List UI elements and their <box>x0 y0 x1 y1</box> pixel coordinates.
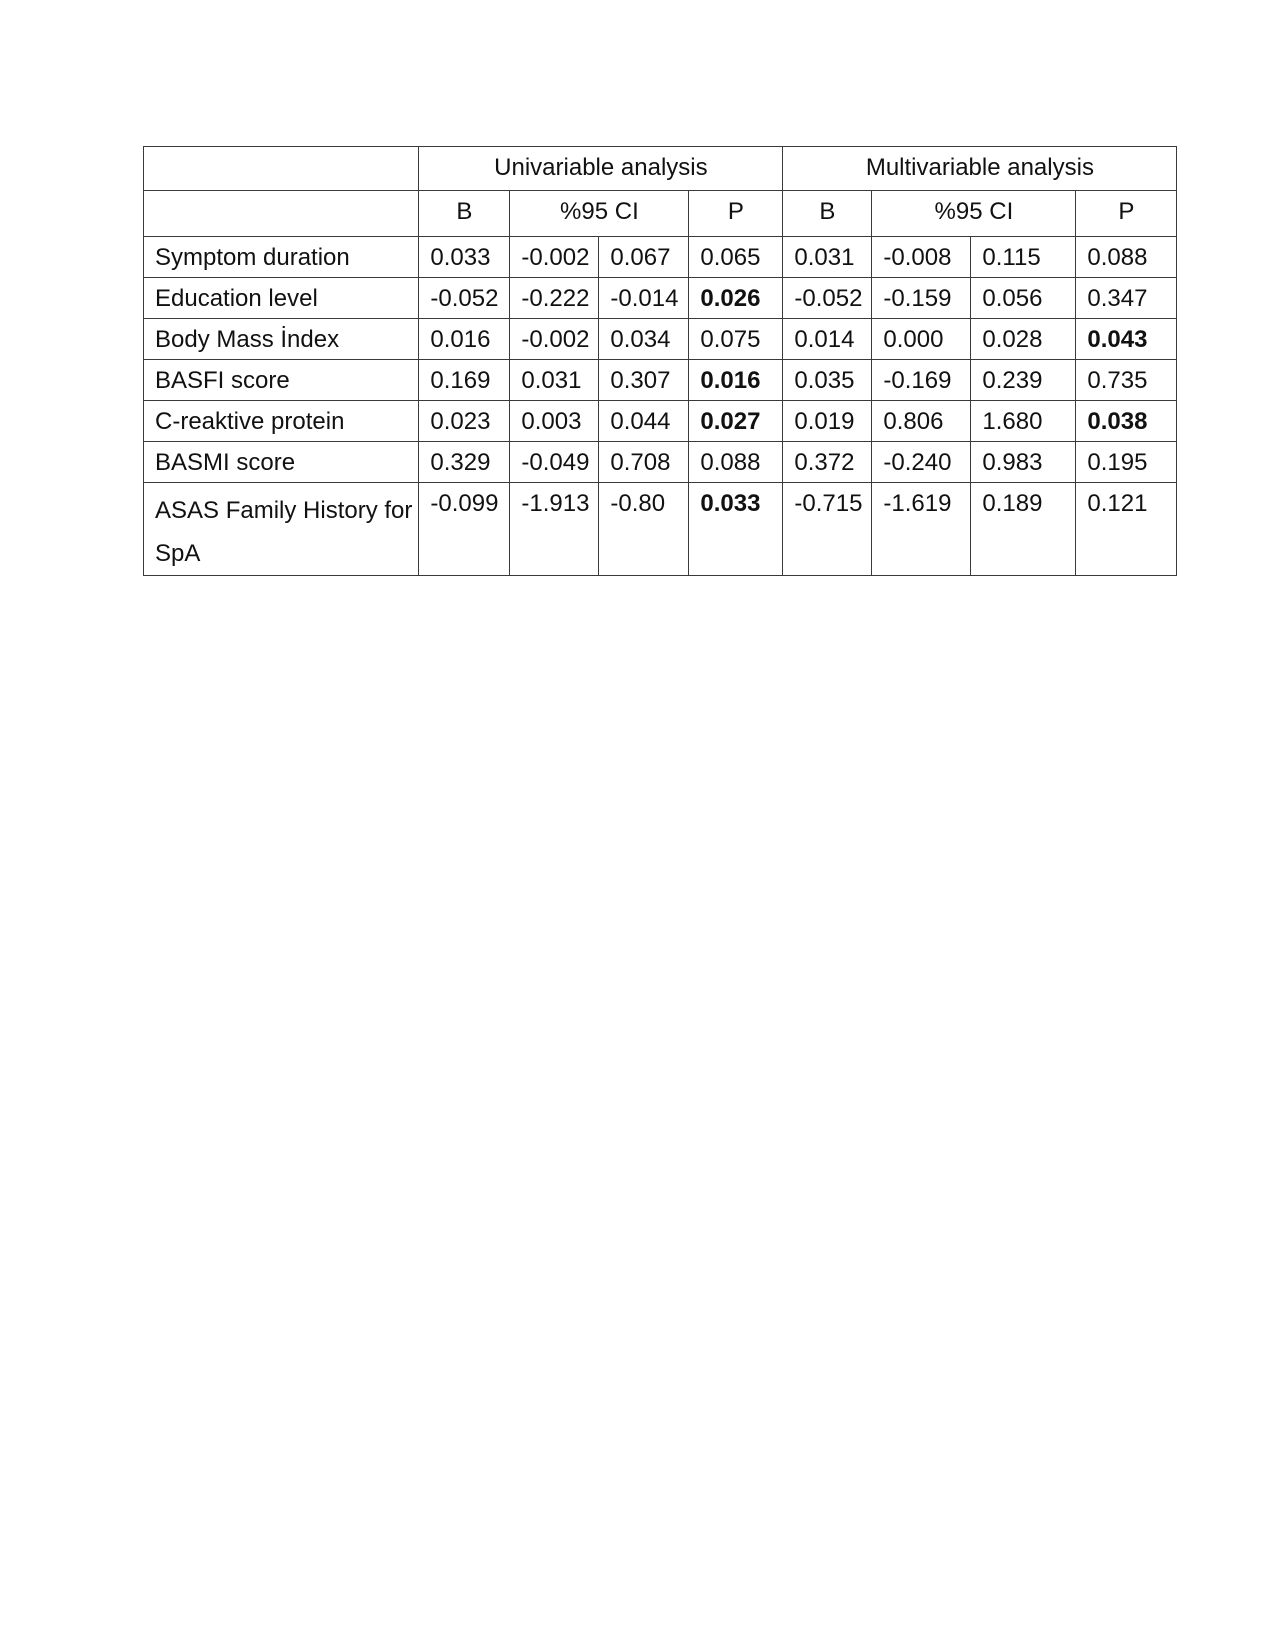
uni-ci-low-value: -0.049 <box>510 442 599 483</box>
multi-b-value: 0.372 <box>783 442 872 483</box>
uni-p-value: 0.088 <box>689 442 783 483</box>
row-label: BASFI score <box>144 360 419 401</box>
multi-ci-header: %95 CI <box>872 191 1076 237</box>
table-row-c-reactive-protein <box>144 401 1177 442</box>
uni-ci-high-value: 0.067 <box>599 237 689 278</box>
row-label: Body Mass İndex <box>144 319 419 360</box>
uni-ci-low-value: 0.031 <box>510 360 599 401</box>
multi-ci-low-value: -0.169 <box>872 360 971 401</box>
column-header-row <box>144 191 1177 237</box>
multi-p-value: 0.195 <box>1076 442 1177 483</box>
multi-b-value: 0.031 <box>783 237 872 278</box>
multi-p-value: 0.088 <box>1076 237 1177 278</box>
multi-b-value: -0.715 <box>783 483 872 576</box>
uni-ci-high-value: 0.044 <box>599 401 689 442</box>
multi-p-value: 0.347 <box>1076 278 1177 319</box>
table-row-basmi-score <box>144 442 1177 483</box>
multi-p-value: 0.735 <box>1076 360 1177 401</box>
multi-ci-high-value: 0.115 <box>971 237 1076 278</box>
uni-ci-low-value: -0.222 <box>510 278 599 319</box>
uni-p-value: 0.075 <box>689 319 783 360</box>
regression-results-table <box>143 146 1177 576</box>
uni-b-header: B <box>419 191 510 237</box>
multi-ci-high-value: 0.983 <box>971 442 1076 483</box>
multi-ci-low-value: -0.240 <box>872 442 971 483</box>
multi-ci-low-value: -1.619 <box>872 483 971 576</box>
multi-b-value: 0.019 <box>783 401 872 442</box>
univariable-section-header: Univariable analysis <box>419 147 783 191</box>
uni-ci-low-value: -0.002 <box>510 319 599 360</box>
table-row-education-level <box>144 278 1177 319</box>
uni-b-value: -0.099 <box>419 483 510 576</box>
multi-b-header: B <box>783 191 872 237</box>
multi-b-value: -0.052 <box>783 278 872 319</box>
table-row-symptom-duration <box>144 237 1177 278</box>
multi-b-value: 0.035 <box>783 360 872 401</box>
row-label <box>144 483 419 576</box>
row-label-line-1: ASAS Family History for <box>155 497 413 524</box>
row-label: Education level <box>144 278 419 319</box>
uni-b-value: 0.329 <box>419 442 510 483</box>
multi-ci-high-value: 0.189 <box>971 483 1076 576</box>
table-row-body-mass-index <box>144 319 1177 360</box>
uni-b-value: 0.016 <box>419 319 510 360</box>
multi-ci-low-value: 0.806 <box>872 401 971 442</box>
multi-ci-high-value: 0.239 <box>971 360 1076 401</box>
uni-p-value: 0.016 <box>689 360 783 401</box>
multi-ci-high-value: 0.056 <box>971 278 1076 319</box>
section-header-row <box>144 147 1177 191</box>
multi-p-value: 0.038 <box>1076 401 1177 442</box>
multi-b-value: 0.014 <box>783 319 872 360</box>
multi-ci-high-value: 1.680 <box>971 401 1076 442</box>
uni-ci-high-value: -0.80 <box>599 483 689 576</box>
multi-p-value: 0.121 <box>1076 483 1177 576</box>
uni-p-header: P <box>689 191 783 237</box>
uni-ci-high-value: 0.307 <box>599 360 689 401</box>
corner-cell <box>144 191 419 237</box>
table-row-asas-family-history <box>144 483 1177 576</box>
multivariable-section-header: Multivariable analysis <box>783 147 1177 191</box>
uni-ci-low-value: -1.913 <box>510 483 599 576</box>
uni-b-value: 0.023 <box>419 401 510 442</box>
uni-p-value: 0.033 <box>689 483 783 576</box>
row-label-line-2: SpA <box>155 540 201 567</box>
uni-b-value: -0.052 <box>419 278 510 319</box>
row-label: Symptom duration <box>144 237 419 278</box>
multi-ci-high-value: 0.028 <box>971 319 1076 360</box>
multi-ci-low-value: -0.008 <box>872 237 971 278</box>
multi-ci-low-value: 0.000 <box>872 319 971 360</box>
uni-b-value: 0.033 <box>419 237 510 278</box>
uni-ci-low-value: 0.003 <box>510 401 599 442</box>
uni-ci-high-value: 0.034 <box>599 319 689 360</box>
table-row-basfi-score <box>144 360 1177 401</box>
uni-b-value: 0.169 <box>419 360 510 401</box>
uni-p-value: 0.026 <box>689 278 783 319</box>
uni-ci-high-value: -0.014 <box>599 278 689 319</box>
multi-ci-low-value: -0.159 <box>872 278 971 319</box>
row-label: BASMI score <box>144 442 419 483</box>
uni-ci-header: %95 CI <box>510 191 689 237</box>
uni-ci-low-value: -0.002 <box>510 237 599 278</box>
uni-ci-high-value: 0.708 <box>599 442 689 483</box>
uni-p-value: 0.065 <box>689 237 783 278</box>
corner-cell <box>144 147 419 191</box>
uni-p-value: 0.027 <box>689 401 783 442</box>
multi-p-value: 0.043 <box>1076 319 1177 360</box>
row-label: C-reaktive protein <box>144 401 419 442</box>
multi-p-header: P <box>1076 191 1177 237</box>
